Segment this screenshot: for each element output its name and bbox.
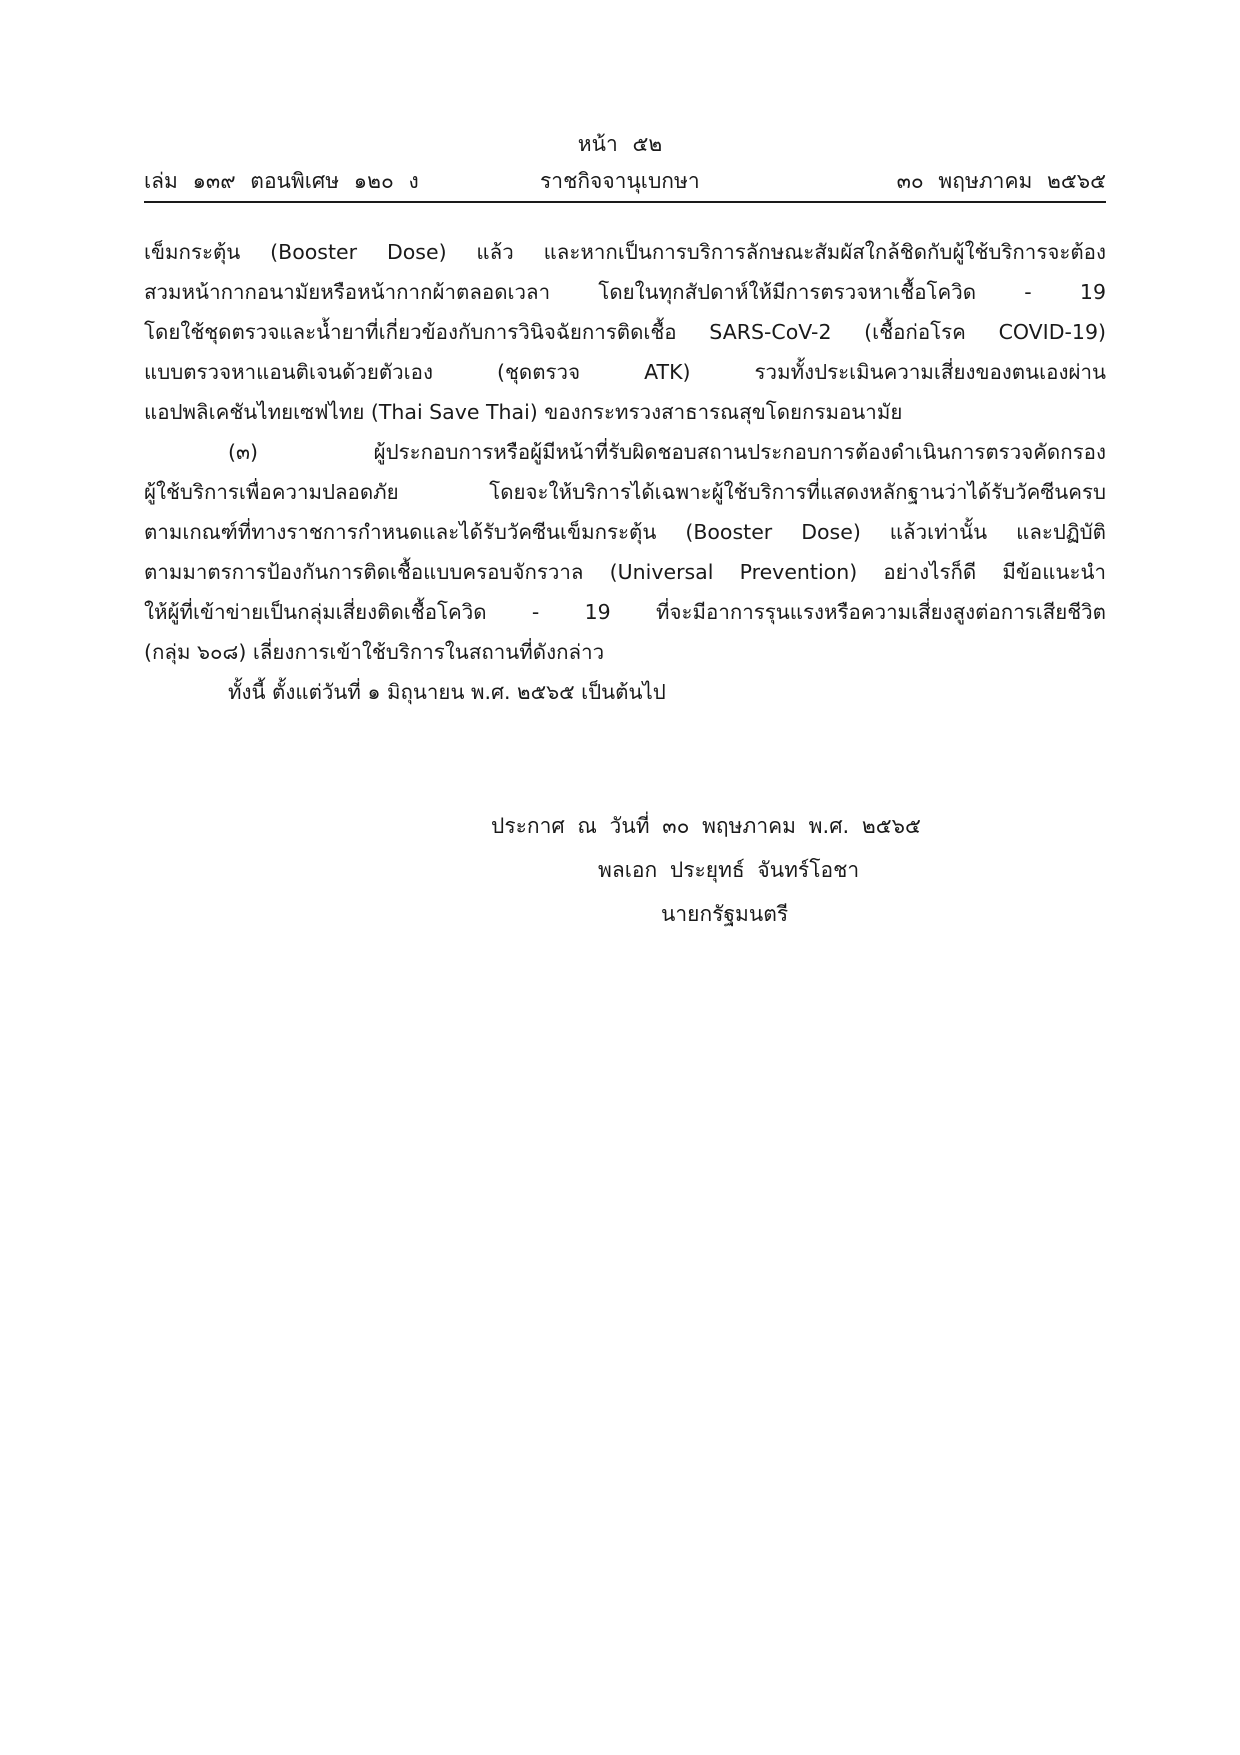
announcement-date: ประกาศ ณ วันที่ ๓๐ พฤษภาคม พ.ศ. ๒๕๖๕	[491, 814, 921, 838]
header-divider	[144, 201, 1106, 203]
effective-date-line: ทั้งนี้ ตั้งแต่วันที่ ๑ มิถุนายน พ.ศ. ๒๕๖๕ เป็นต้นไป	[228, 680, 666, 704]
body-line: แบบตรวจหาแอนติเจนด้วยตัวเอง (ชุดตรวจ ATK) รวมทั้งประเมินความเสี่ยงของตนเองผ่าน	[144, 360, 1106, 384]
signatory-title: นายกรัฐมนตรี	[661, 902, 789, 926]
publication-date: ๓๐ พฤษภาคม ๒๕๖๕	[896, 169, 1106, 193]
body-line: ให้ผู้ที่เข้าข่ายเป็นกลุ่มเสี่ยงติดเชื้อโควิด - 19 ที่จะมีอาการรุนแรงหรือความเสี่ยงสูงต่อการเสียชีวิต	[144, 600, 1106, 624]
body-line: ตามเกณฑ์ที่ทางราชการกำหนดและได้รับวัคซีนเข็มกระตุ้น (Booster Dose) แล้วเท่านั้น และปฏิบัติ	[144, 520, 1106, 544]
paragraph-3-start: (๓) ผู้ประกอบการหรือผู้มีหน้าที่รับผิดชอบสถานประกอบการต้องดำเนินการตรวจคัดกรอง	[228, 440, 1106, 464]
body-line: สวมหน้ากากอนามัยหรือหน้ากากผ้าตลอดเวลา โดยในทุกสัปดาห์ให้มีการตรวจหาเชื้อโควิด - 19	[144, 280, 1106, 304]
volume-info: เล่ม ๑๓๙ ตอนพิเศษ ๑๒๐ ง	[144, 169, 419, 193]
publication-name: ราชกิจจานุเบกษา	[540, 169, 700, 193]
body-line: (กลุ่ม ๖๐๘) เลี่ยงการเข้าใช้บริการในสถานที่ดังกล่าว	[144, 640, 605, 664]
body-line: ผู้ใช้บริการเพื่อความปลอดภัย โดยจะให้บริการได้เฉพาะผู้ใช้บริการที่แสดงหลักฐานว่าได้รับวัคซีนครบ	[144, 480, 1106, 504]
body-line: เข็มกระตุ้น (Booster Dose) แล้ว และหากเป็นการบริการลักษณะสัมผัสใกล้ชิดกับผู้ใช้บริการจะต้อง	[144, 240, 1106, 264]
signatory-name: พลเอก ประยุทธ์ จันทร์โอชา	[598, 858, 860, 882]
page-number: หน้า ๕๒	[577, 132, 663, 156]
document-body	[144, 232, 1106, 712]
body-line: โดยใช้ชุดตรวจและน้ำยาที่เกี่ยวข้องกับการวินิจฉัยการติดเชื้อ SARS-CoV-2 (เชื้อก่อโรค COVID-19)	[144, 320, 1106, 344]
body-line: ตามมาตรการป้องกันการติดเชื้อแบบครอบจักรวาล (Universal Prevention) อย่างไรก็ดี มีข้อแนะนำ	[144, 560, 1106, 584]
gazette-header	[144, 166, 1106, 196]
body-line: แอปพลิเคชันไทยเซฟไทย (Thai Save Thai) ของกระทรวงสาธารณสุขโดยกรมอนามัย	[144, 400, 903, 424]
